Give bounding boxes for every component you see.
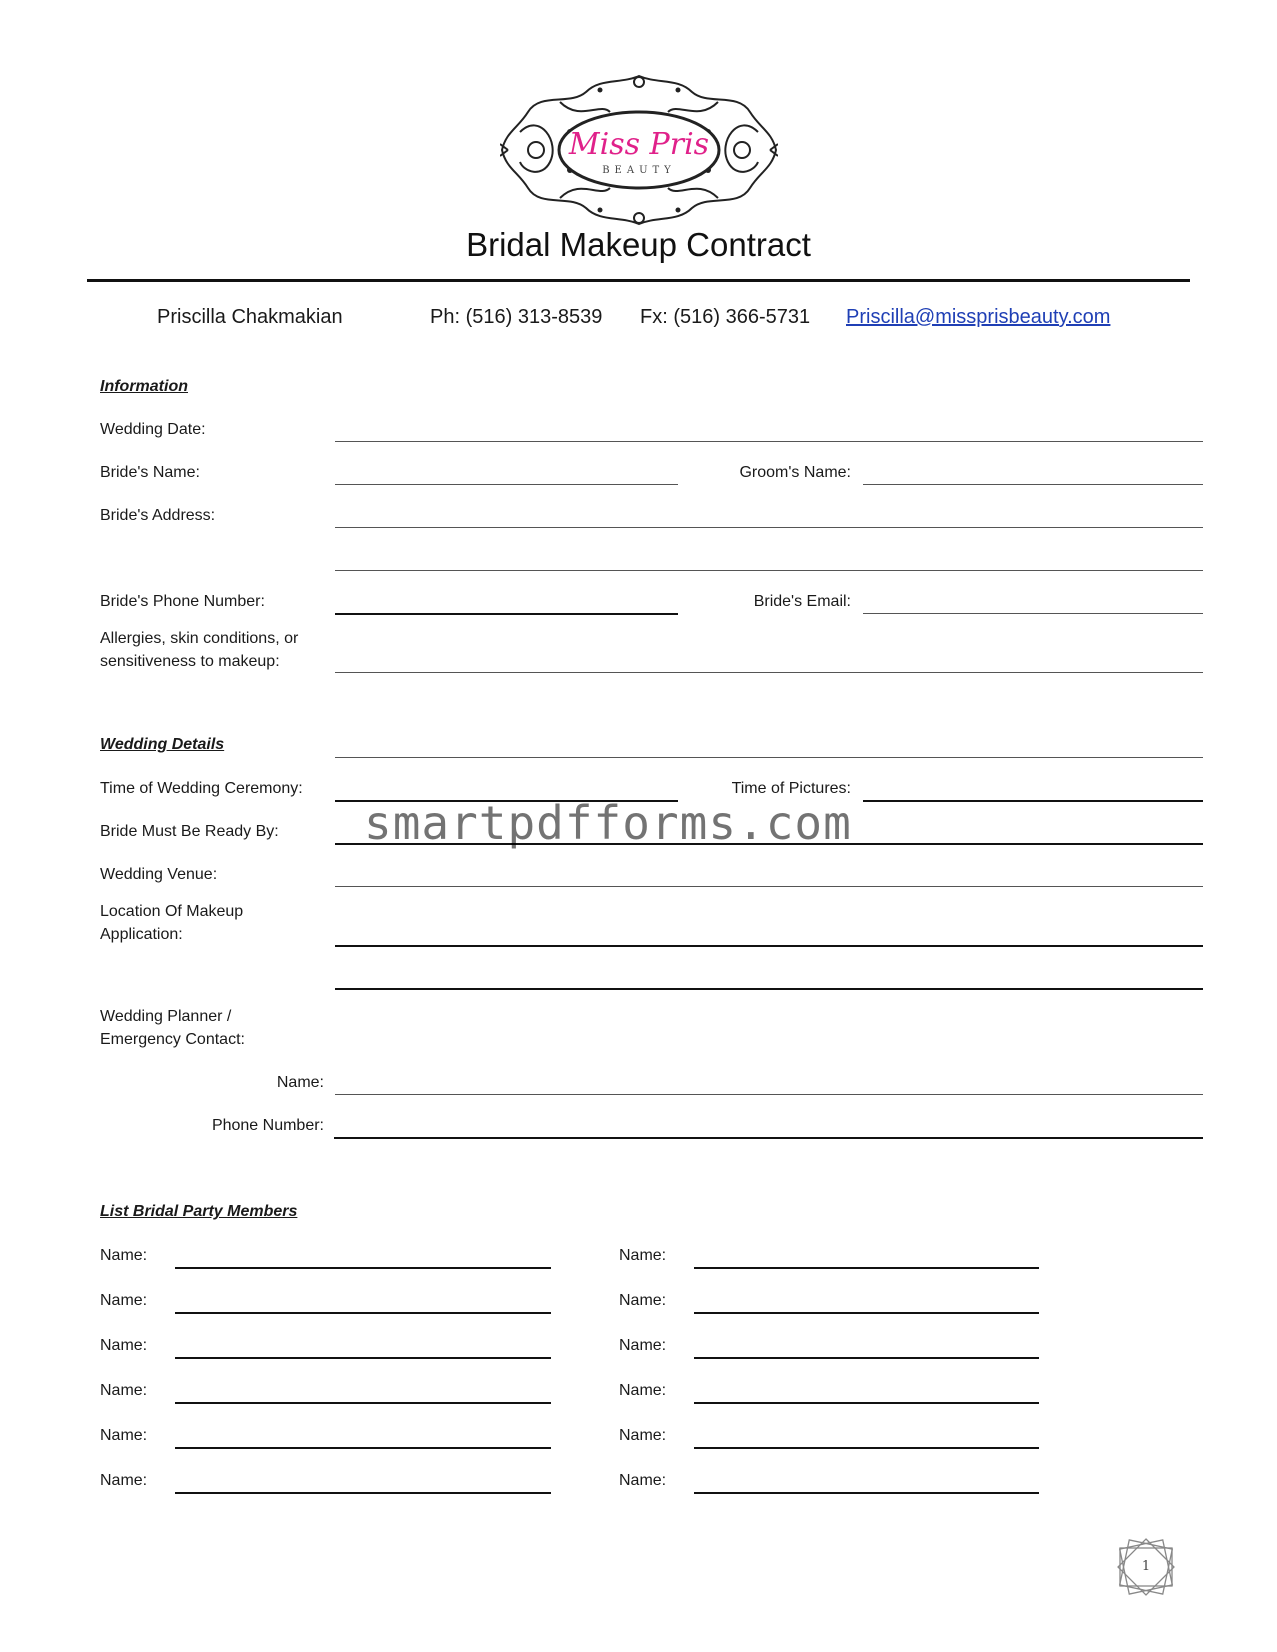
party-name-field-right[interactable] bbox=[694, 1447, 1039, 1449]
page-title: Bridal Makeup Contract bbox=[466, 226, 811, 263]
location-field-1[interactable] bbox=[335, 945, 1203, 947]
party-name-label-left: Name: bbox=[100, 1292, 148, 1309]
section-heading-information: Information bbox=[100, 378, 188, 395]
brides-phone-field[interactable] bbox=[335, 613, 678, 615]
page-number-badge bbox=[1114, 1538, 1178, 1596]
party-name-label-right: Name: bbox=[619, 1292, 667, 1309]
logo-text: Miss Pris bbox=[568, 127, 710, 162]
page-number: 1 bbox=[1141, 1559, 1151, 1574]
party-name-field-left[interactable] bbox=[175, 1312, 551, 1314]
party-name-label-right: Name: bbox=[619, 1337, 667, 1354]
contact-phone: Ph: (516) 313-8539 bbox=[430, 306, 603, 328]
party-name-field-left[interactable] bbox=[175, 1492, 551, 1494]
party-name-field-left[interactable] bbox=[175, 1447, 551, 1449]
contact-name: Priscilla Chakmakian bbox=[157, 306, 343, 328]
contact-fax: Fx: (516) 366-5731 bbox=[640, 306, 811, 328]
logo-subtext: BEAUTY bbox=[602, 165, 676, 176]
party-name-label-right: Name: bbox=[619, 1427, 667, 1444]
brides-email-field[interactable] bbox=[863, 613, 1203, 614]
wedding-details-field[interactable] bbox=[335, 757, 1203, 758]
time-pictures-label: Time of Pictures: bbox=[731, 780, 851, 797]
venue-label: Wedding Venue: bbox=[100, 866, 218, 883]
allergies-field[interactable] bbox=[335, 672, 1203, 673]
grooms-name-field[interactable] bbox=[863, 484, 1203, 485]
party-name-label-left: Name: bbox=[100, 1247, 148, 1264]
allergies-label: Allergies, skin conditions, or sensitiveness to makeup: bbox=[100, 630, 299, 670]
party-name-field-left[interactable] bbox=[175, 1402, 551, 1404]
party-name-label-right: Name: bbox=[619, 1247, 667, 1264]
party-name-field-left[interactable] bbox=[175, 1267, 551, 1269]
brides-name-field[interactable] bbox=[335, 484, 678, 485]
watermark: smartpdfforms.com bbox=[364, 796, 852, 850]
brides-address-field-1[interactable] bbox=[335, 527, 1203, 528]
brides-email-label: Bride's Email: bbox=[753, 593, 851, 610]
party-name-field-right[interactable] bbox=[694, 1312, 1039, 1314]
brides-name-label: Bride's Name: bbox=[100, 464, 200, 481]
planner-label: Wedding Planner / Emergency Contact: bbox=[100, 1008, 245, 1048]
party-name-label-left: Name: bbox=[100, 1337, 148, 1354]
party-name-label-right: Name: bbox=[619, 1382, 667, 1399]
party-name-field-right[interactable] bbox=[694, 1492, 1039, 1494]
time-ceremony-label: Time of Wedding Ceremony: bbox=[100, 780, 303, 797]
location-field-2[interactable] bbox=[335, 988, 1203, 990]
party-name-label-left: Name: bbox=[100, 1472, 148, 1489]
party-name-field-left[interactable] bbox=[175, 1357, 551, 1359]
party-name-label-left: Name: bbox=[100, 1427, 148, 1444]
title-divider bbox=[87, 279, 1190, 282]
party-name-field-right[interactable] bbox=[694, 1267, 1039, 1269]
location-label: Location Of Makeup Application: bbox=[100, 903, 244, 943]
time-pictures-field[interactable] bbox=[863, 800, 1203, 802]
wedding-date-field[interactable] bbox=[335, 441, 1203, 442]
company-logo bbox=[500, 72, 778, 228]
party-name-field-right[interactable] bbox=[694, 1357, 1039, 1359]
planner-name-label: Name: bbox=[276, 1074, 324, 1091]
party-name-field-right[interactable] bbox=[694, 1402, 1039, 1404]
planner-name-field[interactable] bbox=[335, 1094, 1203, 1095]
ready-by-label: Bride Must Be Ready By: bbox=[100, 823, 279, 840]
section-heading-wedding-details: Wedding Details bbox=[100, 736, 225, 753]
section-heading-bridal-party: List Bridal Party Members bbox=[100, 1203, 298, 1220]
brides-address-label: Bride's Address: bbox=[100, 507, 216, 524]
grooms-name-label: Groom's Name: bbox=[739, 464, 851, 481]
wedding-date-label: Wedding Date: bbox=[100, 421, 206, 438]
party-name-label-right: Name: bbox=[619, 1472, 667, 1489]
planner-phone-label: Phone Number: bbox=[211, 1117, 324, 1134]
planner-phone-field[interactable] bbox=[334, 1137, 1203, 1139]
contact-email-link[interactable]: Priscilla@missprisbeauty.com bbox=[846, 306, 1111, 328]
venue-field[interactable] bbox=[335, 886, 1203, 887]
party-name-label-left: Name: bbox=[100, 1382, 148, 1399]
brides-phone-label: Bride's Phone Number: bbox=[100, 593, 265, 610]
brides-address-field-2[interactable] bbox=[335, 570, 1203, 571]
